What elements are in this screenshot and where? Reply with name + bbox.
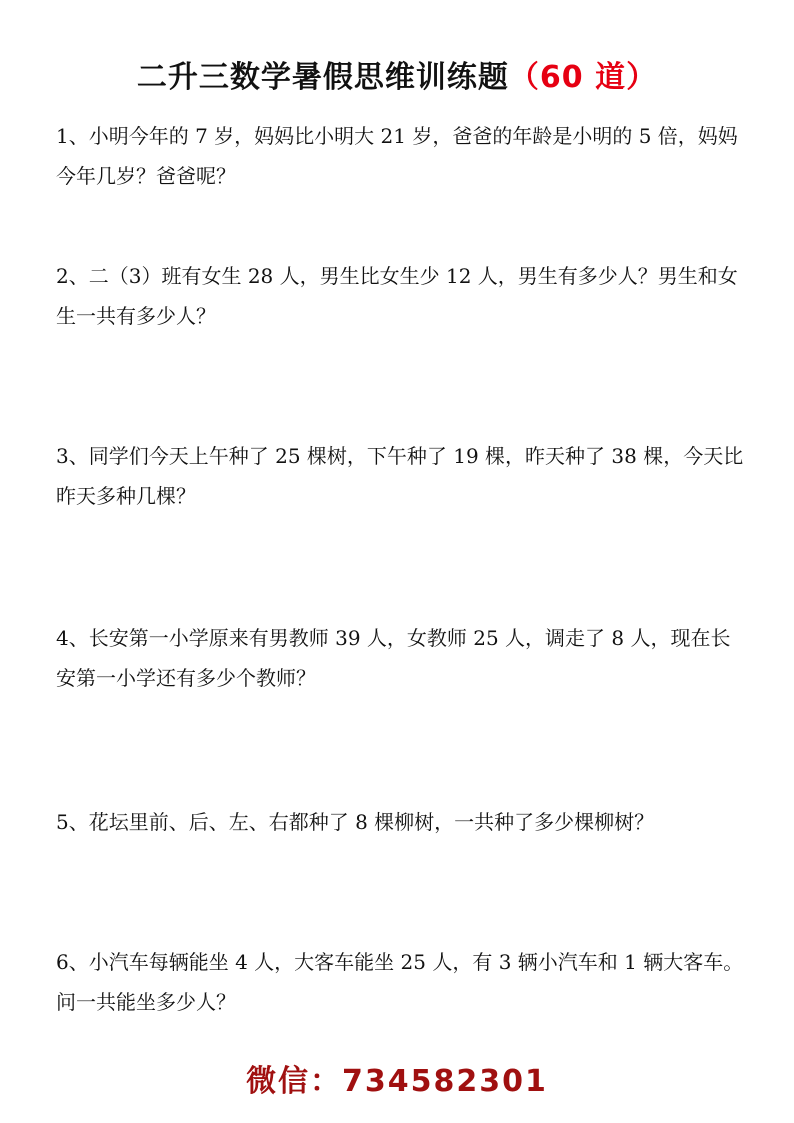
question-text: 花坛里前、后、左、右都种了 8 棵柳树，一共种了多少棵柳树？: [88, 810, 655, 834]
question-6: [56, 942, 746, 1022]
question-number: 3、: [56, 444, 89, 468]
question-number: 2、: [56, 264, 89, 288]
question-text: 小汽车每辆能坐 4 人，大客车能坐 25 人，有 3 辆小汽车和 1 辆大客车。问一共能坐多少人？: [56, 950, 744, 1014]
question-5: [56, 802, 746, 842]
question-number: 1、: [56, 124, 89, 148]
question-text: 小明今年的 7 岁，妈妈比小明大 21 岁，爸爸的年龄是小明的 5 倍，妈妈今年几岁？爸爸呢？: [56, 124, 738, 188]
question-text: 同学们今天上午种了 25 棵树，下午种了 19 棵，昨天种了 38 棵，今天比昨天多种几棵？: [56, 444, 744, 508]
question-number: 6、: [56, 950, 89, 974]
question-text: 二（3）班有女生 28 人，男生比女生少 12 人，男生有多少人？男生和女生一共有多少人？: [56, 264, 738, 328]
question-1: [56, 116, 746, 196]
question-3: [56, 436, 746, 516]
page-title: [0, 58, 794, 98]
title-count: （60 道）: [508, 60, 658, 95]
title-main: 二升三数学暑假思维训练题: [136, 60, 509, 95]
question-4: [56, 618, 746, 698]
question-2: [56, 256, 746, 336]
question-number: 5、: [56, 810, 89, 834]
question-number: 4、: [56, 626, 89, 650]
footer-contact: 微信：734582301: [246, 1064, 548, 1099]
question-text: 长安第一小学原来有男教师 39 人，女教师 25 人，调走了 8 人，现在长安第一小学还有多少个教师？: [56, 626, 731, 690]
